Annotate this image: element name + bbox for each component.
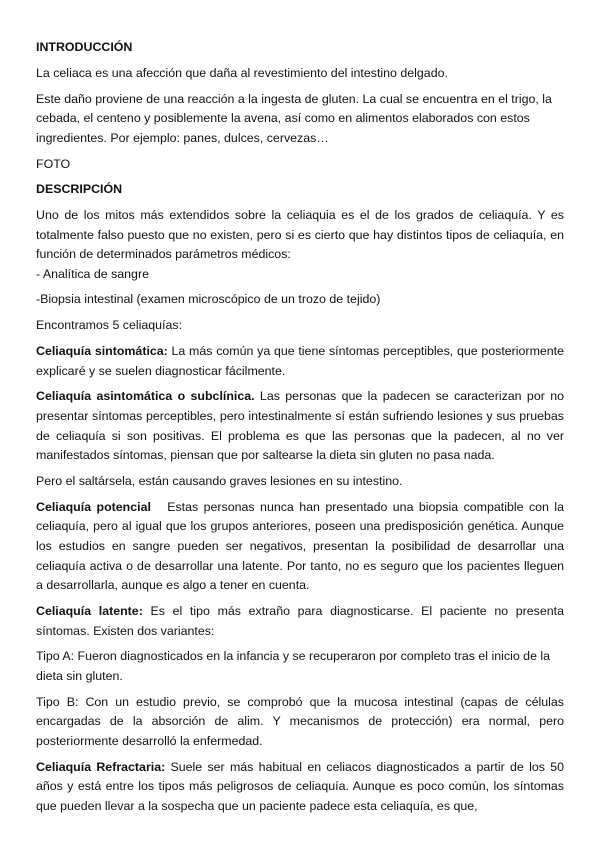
heading-descripcion: DESCRIPCIÓN bbox=[36, 182, 123, 197]
paragraph-gluten: Este daño proviene de una reacción a la ingesta de gluten. La cual se encuentra en el trigo, la cebada, el centeno y posiblemente la avena, así como en alimentos elaborados con estos ingredientes. Por ejemplo: panes, dulces, cervezas… bbox=[36, 91, 552, 145]
paragraph-lesiones: Pero el saltársela, están causando graves lesiones en su intestino. bbox=[36, 473, 403, 488]
type-potencial-text: Estas personas nunca han presentado una biopsia compatible con la celiaquía, pero al igual que los grupos anteriores, poseen una predisposición genética. Aunque los estudios en sangre pueden ser negativos, presentan la posibilidad de desarrollar una celiaquía activa o de desarrollar una latente. Por tanto, no es seguro que los pacientes lleguen a desarrollarla, aunque es algo a tener en cuenta. bbox=[36, 499, 568, 593]
list-item-analitica: - Analítica de sangre bbox=[36, 266, 149, 281]
type-sintomatica bbox=[36, 342, 564, 381]
type-latente-label: Celiaquía latente: bbox=[36, 603, 143, 618]
list-item-biopsia: -Biopsia intestinal (examen microscópico de un trozo de tejido) bbox=[36, 292, 381, 307]
type-potencial-label: Celiaquía potencial bbox=[36, 499, 151, 514]
type-latente bbox=[36, 602, 564, 641]
type-sintomatica-label: Celiaquía sintomática: bbox=[36, 344, 168, 359]
tipo-b: Tipo B: Con un estudio previo, se comprobó que la mucosa intestinal (capas de células encargadas de la absorción de alim. Y mecanismos de protección) era normal, pero posteriormente desarrolló la enfermedad. bbox=[36, 694, 564, 748]
type-latente-text: Es el tipo más extraño para diagnosticarse. El paciente no presenta síntomas. Existen dos variantes: bbox=[36, 603, 564, 638]
type-asintomatica-label: Celiaquía asintomática o subclínica. bbox=[36, 389, 255, 404]
paragraph-mitos-text: Uno de los mitos más extendidos sobre la celiaquia es el de los grados de celiaquía. Y es totalmente falso puesto que no existen, pero si es cierto que hay distintos tipos de celiaquía, en función de determinados parámetros médicos: bbox=[36, 208, 564, 262]
paragraph-mitos bbox=[36, 206, 564, 284]
type-asintomatica-text: Las personas que la padecen se caracterizan por no presentar síntomas perceptibles, pero intestinalmente sí están sufriendo lesiones y sus pruebas de celiaquía si son positivas. El problema es que las personas que la padecen, al no ver manifestados síntomas, piensan que por saltearse la dieta sin gluten no pasa nada. bbox=[36, 389, 564, 463]
type-refractaria bbox=[36, 758, 564, 817]
paragraph-five-types: Encontramos 5 celiaquías: bbox=[36, 318, 183, 333]
paragraph-definition: La celiaca es una afección que daña al revestimiento del intestino delgado. bbox=[36, 65, 448, 80]
type-refractaria-label: Celiaquía Refractaria: bbox=[36, 759, 166, 774]
foto-placeholder: FOTO bbox=[36, 156, 71, 171]
type-potencial bbox=[36, 498, 568, 596]
type-refractaria-text: Suele ser más habitual en celiacos diagnosticados a partir de los 50 años y está entre los tipos más peligrosos de celiaquía. Aunque es poco común, los síntomas que pueden llevar a la sospecha que un paciente padece esta celiaquía, es que, bbox=[36, 759, 564, 813]
type-sintomatica-text: La más común ya que tiene síntomas perceptibles, que posteriormente explicaré y se suelen diagnosticar fácilmente. bbox=[36, 344, 565, 378]
heading-introduccion: INTRODUCCIÓN bbox=[36, 40, 133, 54]
tipo-a: Tipo A: Fueron diagnosticados en la infancia y se recuperaron por completo tras el inicio de la dieta sin gluten. bbox=[36, 649, 551, 683]
type-asintomatica bbox=[36, 387, 564, 465]
